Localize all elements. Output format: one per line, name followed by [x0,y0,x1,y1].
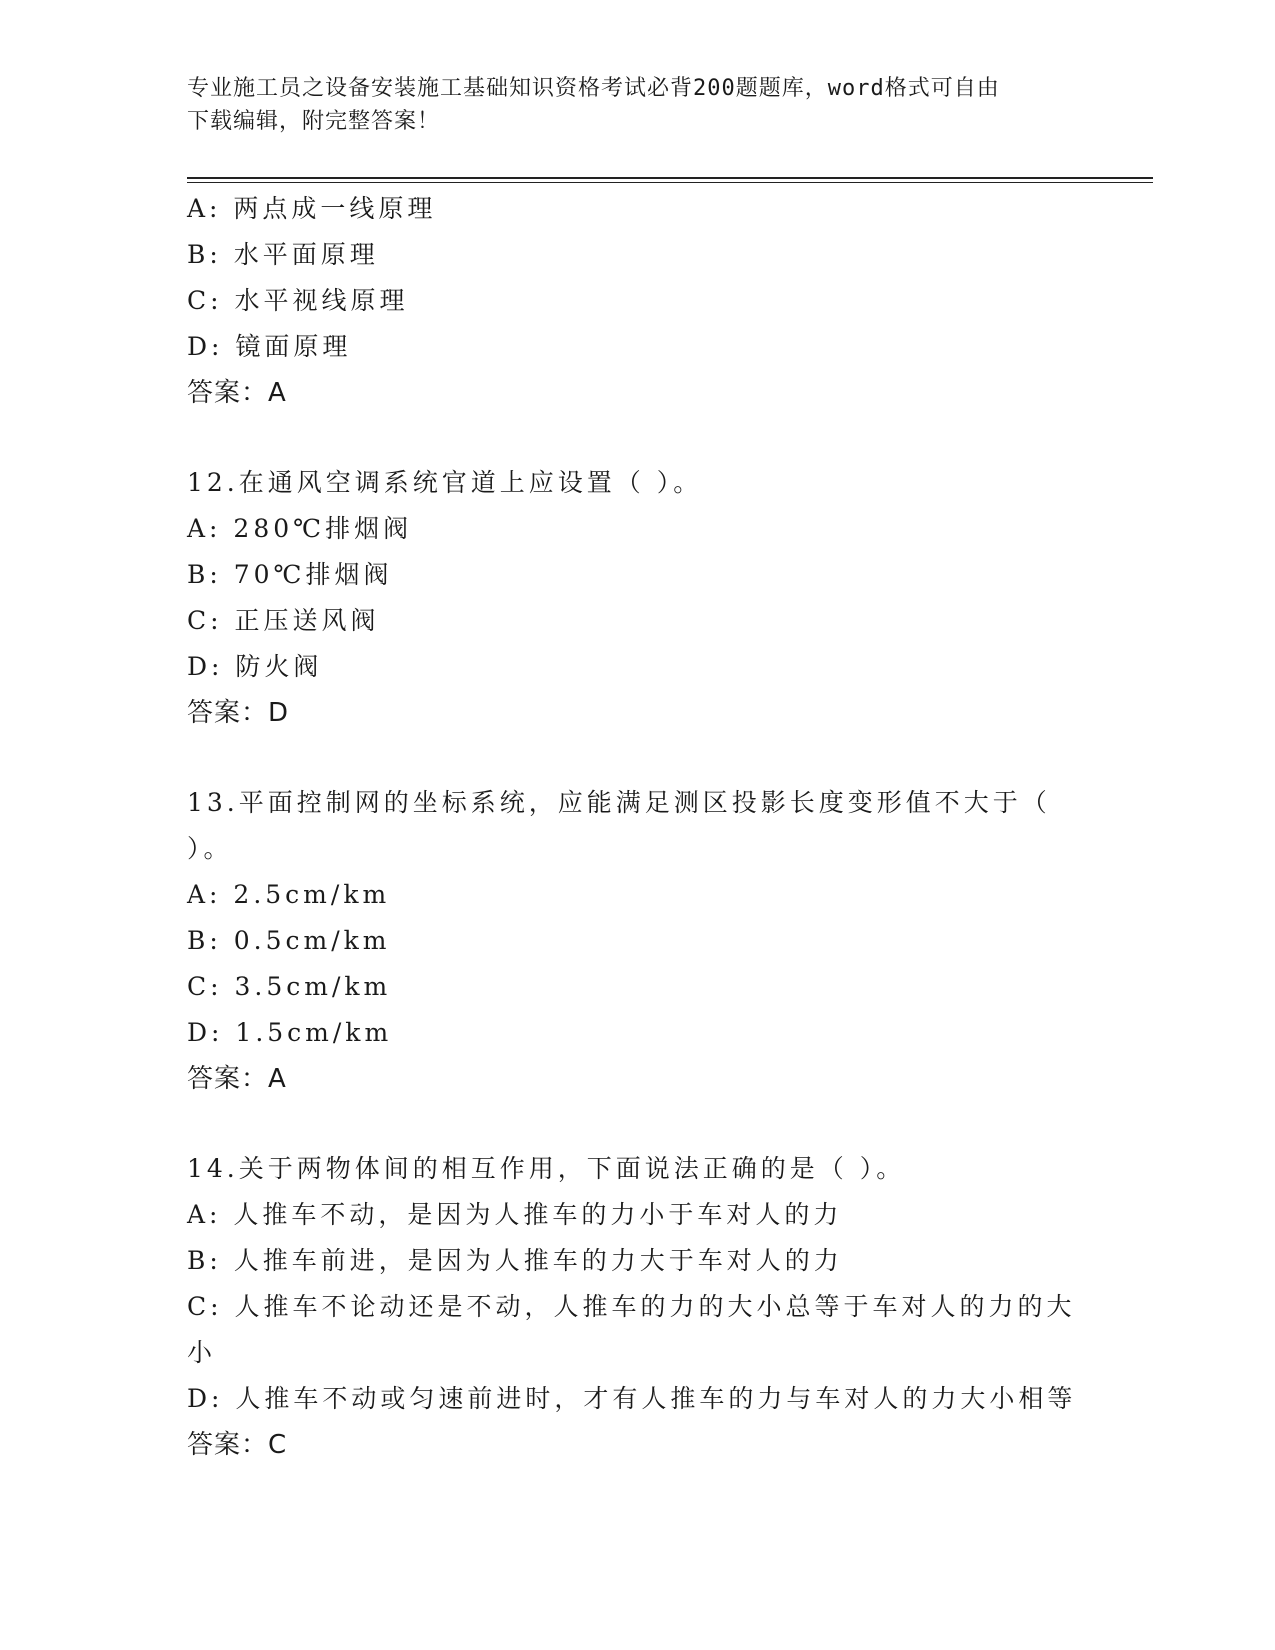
answer: 答案：C [187,1430,288,1460]
option-c: C: 3.5cm/km [187,972,392,1001]
option-b: B: 人推车前进，是因为人推车的力大于车对人的力 [187,1246,843,1275]
option-c-continued: 小 [187,1338,217,1367]
spacer [187,1102,1087,1146]
question-14 [187,1146,1087,1468]
question-list [187,186,1087,1468]
option-b: B: 水平面原理 [187,240,379,269]
answer: 答案：A [187,378,287,408]
option-a: A: 2.5cm/km [187,880,391,909]
question-11 [187,186,1087,416]
option-c: C: 人推车不论动还是不动，人推车的力的大小总等于车对人的力的大 [187,1292,1076,1321]
option-d: D: 1.5cm/km [187,1018,393,1047]
spacer [187,736,1087,780]
option-a: A: 人推车不动，是因为人推车的力小于车对人的力 [187,1200,843,1229]
option-b: B: 0.5cm/km [187,926,391,955]
question-13 [187,780,1087,1102]
option-c: C: 水平视线原理 [187,286,409,315]
question-stem: 14.关于两物体间的相互作用，下面说法正确的是（ ）。 [187,1154,906,1183]
spacer [187,416,1087,460]
option-d: D: 镜面原理 [187,332,352,361]
question-stem-line-1: 13.平面控制网的坐标系统，应能满足测区投影长度变形值不大于（ [187,788,1051,817]
option-c: C: 正压送风阀 [187,606,380,635]
question-stem: 12.在通风空调系统官道上应设置（ ）。 [187,468,703,497]
option-b: B: 70℃排烟阀 [187,560,393,589]
header-line-1: 专业施工员之设备安装施工基础知识资格考试必背200题题库，word格式可自由 [187,76,1000,101]
answer: 答案：A [187,1064,287,1094]
header-line-2: 下载编辑，附完整答案！ [187,109,441,134]
option-d: D: 人推车不动或匀速前进时，才有人推车的力与车对人的力大小相等 [187,1384,1077,1413]
option-d: D: 防火阀 [187,652,323,681]
header-divider-thin [187,182,1153,183]
option-a: A: 280℃排烟阀 [187,514,413,543]
question-stem-line-2: ）。 [187,834,233,863]
header-divider-thick [187,177,1153,179]
option-a: A: 两点成一线原理 [187,194,437,223]
answer: 答案：D [187,698,290,728]
document-header [187,72,1067,138]
question-12 [187,460,1087,736]
